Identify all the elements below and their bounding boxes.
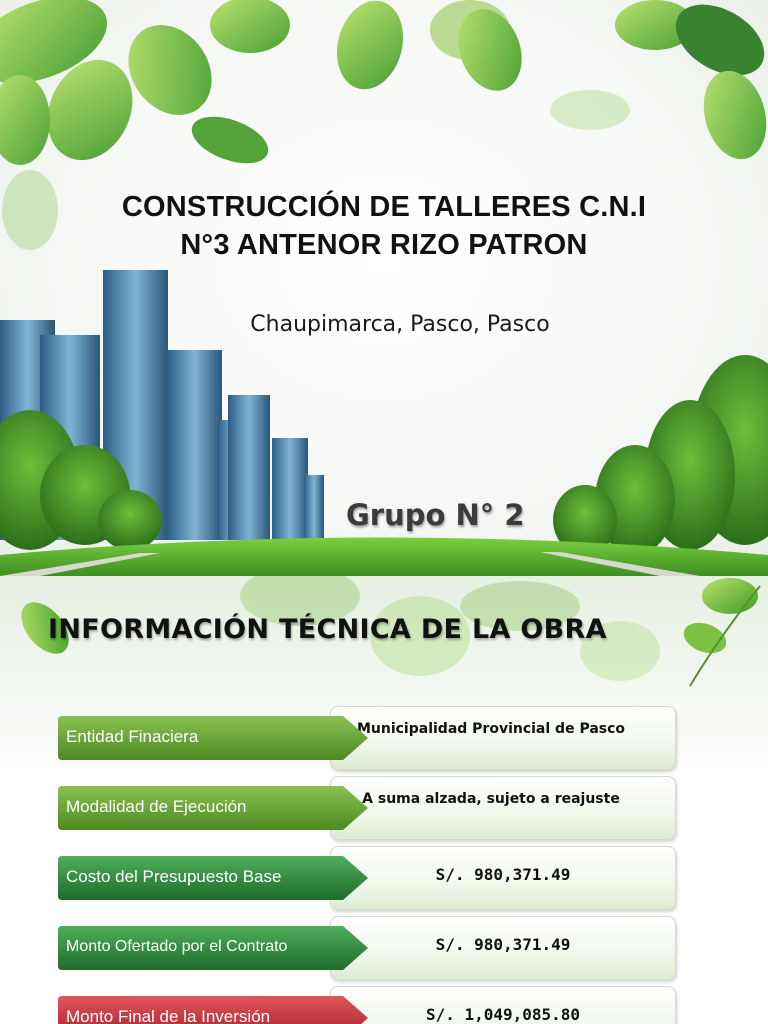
trees-right	[553, 355, 768, 555]
label-text: Monto Ofertado por el Contrato	[66, 938, 288, 955]
label-text: Entidad Finaciera	[66, 727, 199, 746]
title-line-2: N°3 ANTENOR RIZO PATRON	[180, 229, 588, 261]
info-row-entity	[58, 706, 678, 768]
value-text: S/. 1,049,085.80	[425, 1005, 581, 1024]
label-arrow	[58, 786, 370, 830]
label-text: Monto Final de la Inversión	[66, 1007, 271, 1024]
info-row-contract-amount	[58, 916, 678, 978]
group-label: Grupo N° 2	[346, 498, 525, 532]
label-arrow	[58, 996, 370, 1024]
value-box	[330, 916, 676, 980]
info-row-final-investment	[58, 986, 678, 1024]
label-text: Modalidad de Ejecución	[66, 797, 247, 816]
label-arrow	[58, 856, 370, 900]
value-box	[330, 706, 676, 770]
technical-info-slide	[0, 576, 768, 1024]
label-arrow	[58, 926, 370, 970]
value-text: S/. 980,371.49	[435, 935, 571, 954]
slide-title	[0, 188, 768, 264]
value-text: Municipalidad Provincial de Pasco	[356, 721, 626, 737]
info-row-base-budget	[58, 846, 678, 908]
value-text: S/. 980,371.49	[435, 865, 571, 884]
value-box	[330, 776, 676, 840]
slide-subtitle: Chaupimarca, Pasco, Pasco	[250, 312, 550, 337]
label-arrow	[58, 716, 370, 760]
leaf-right-decoration	[680, 578, 760, 686]
slide-title: INFORMACIÓN TÉCNICA DE LA OBRA	[48, 614, 607, 645]
value-text: A suma alzada, sujeto a reajuste	[362, 791, 620, 807]
value-box	[330, 846, 676, 910]
title-line-1: CONSTRUCCIÓN DE TALLERES C.N.I	[121, 191, 647, 223]
label-text: Costo del Presupuesto Base	[66, 867, 282, 886]
value-box	[330, 986, 676, 1024]
info-row-modality	[58, 776, 678, 838]
